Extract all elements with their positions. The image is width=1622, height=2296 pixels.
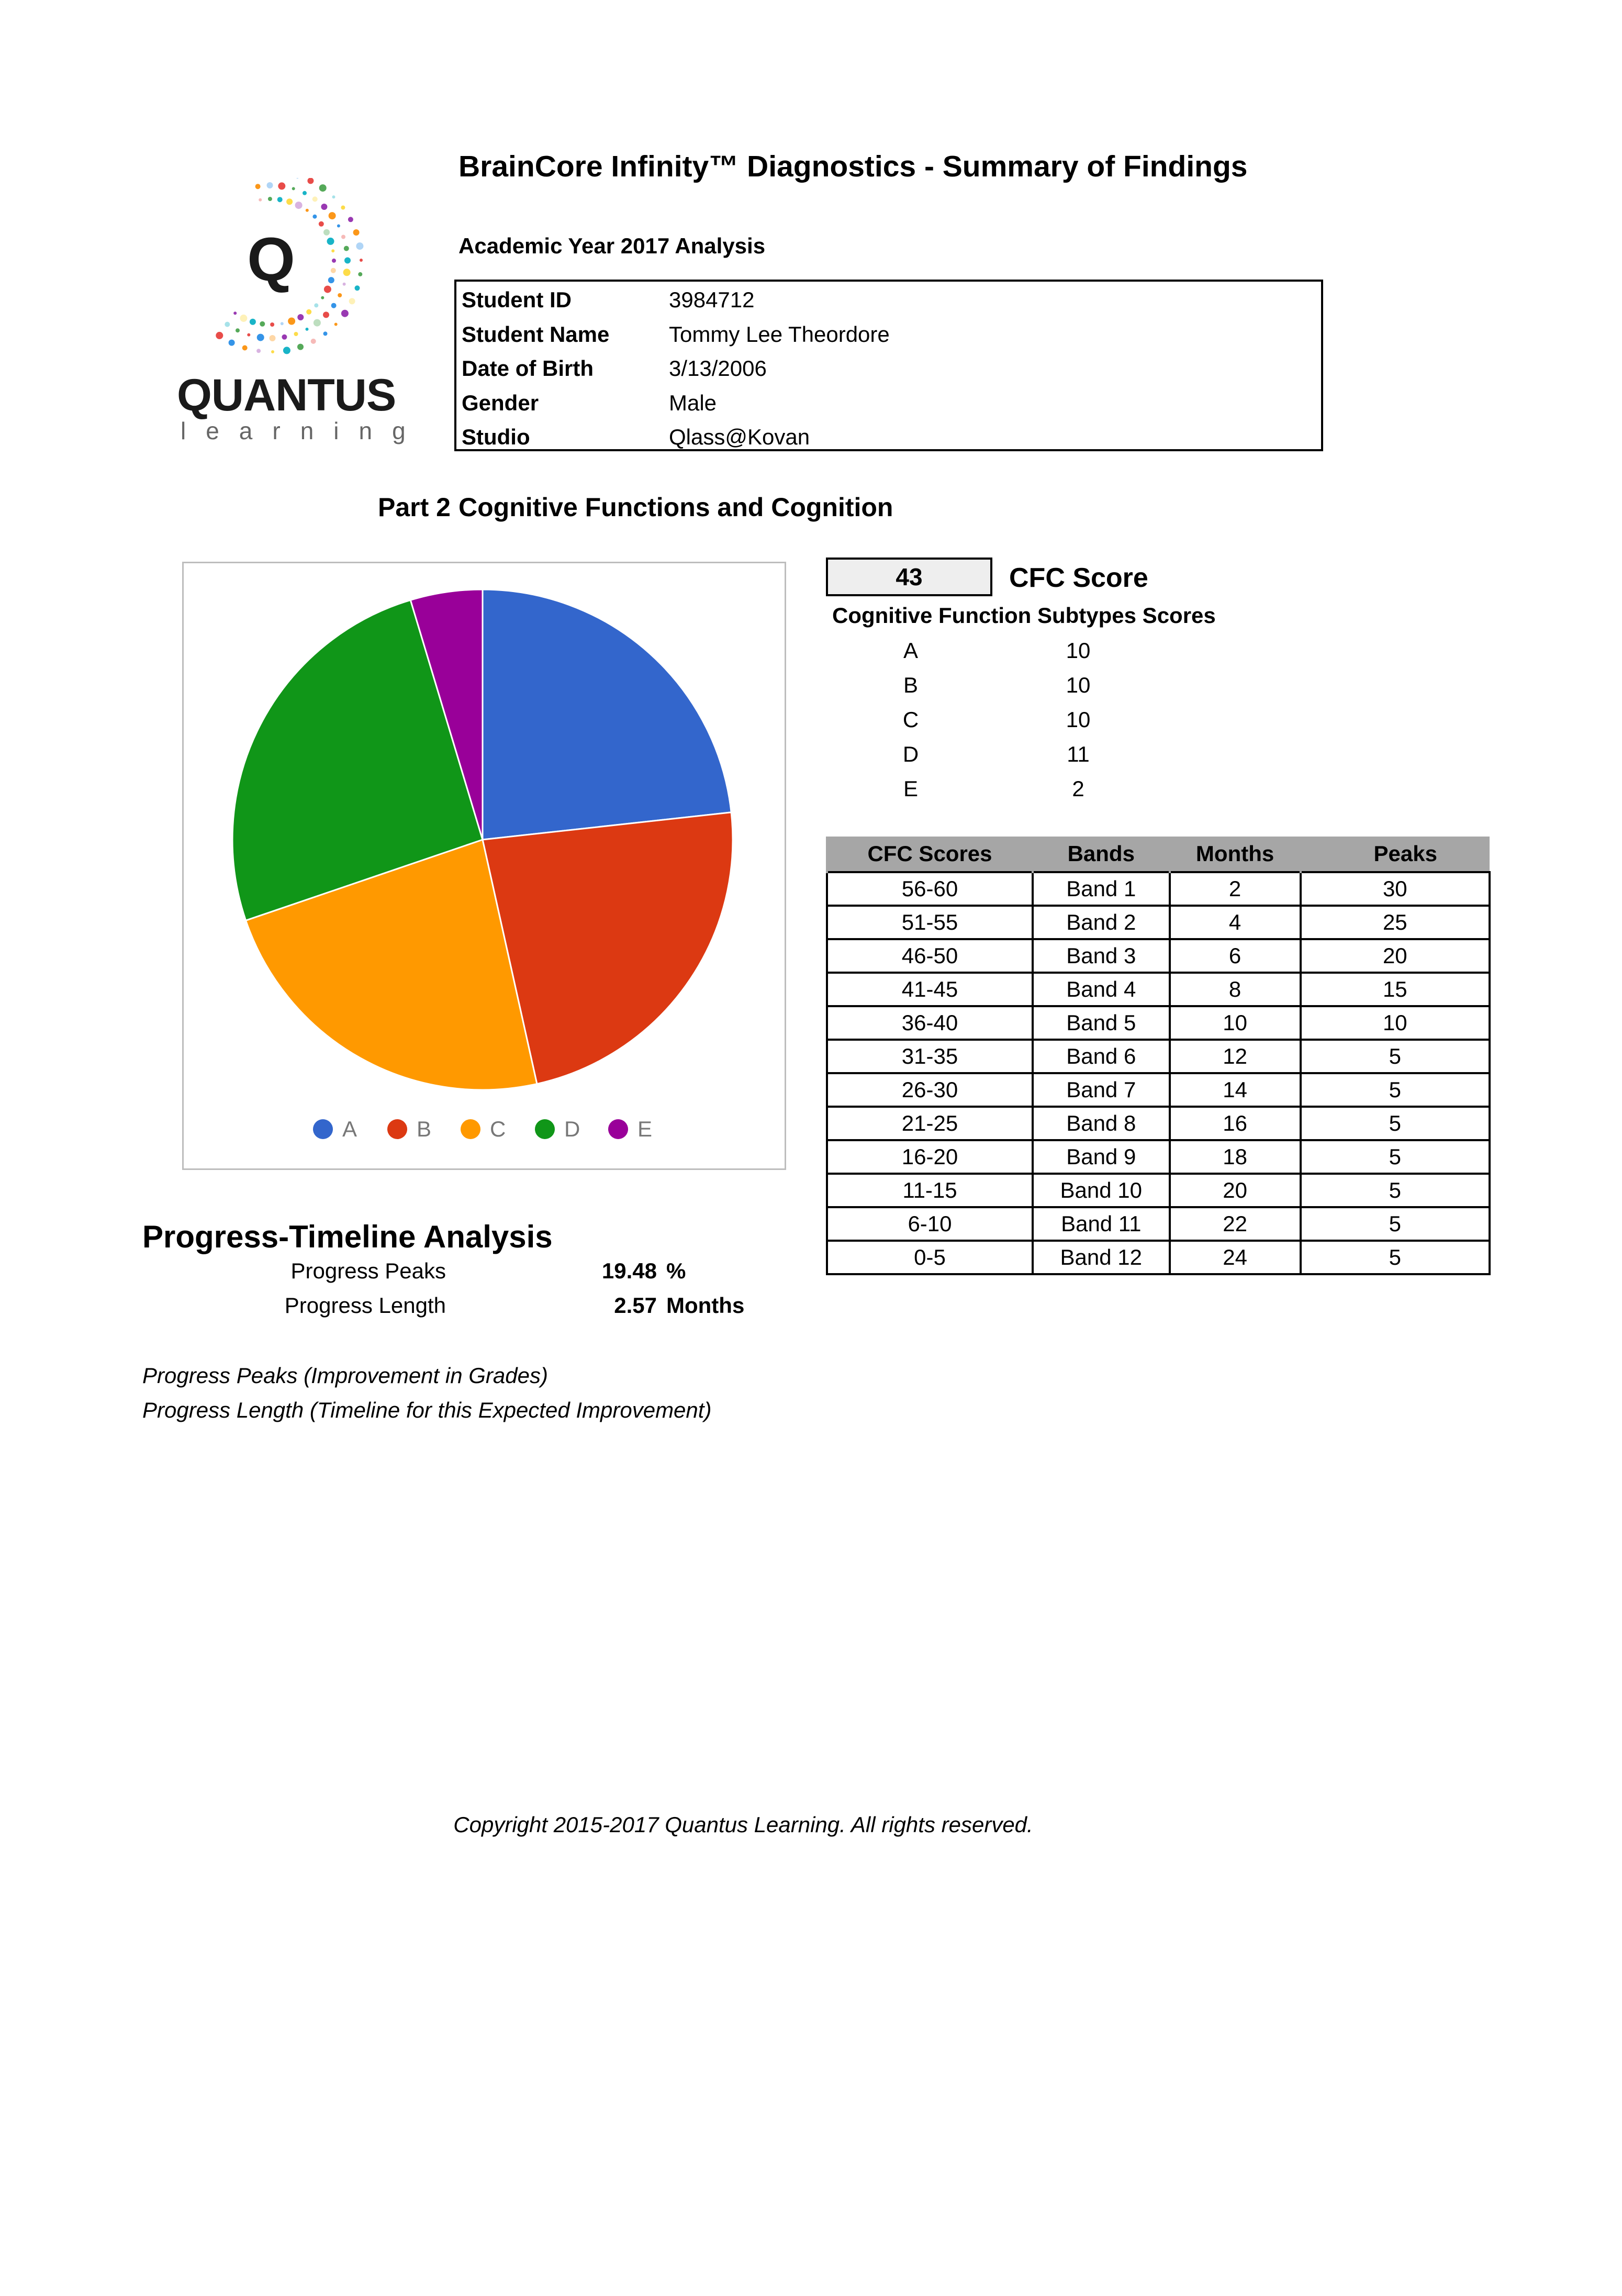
- legend-swatch: [313, 1119, 333, 1139]
- table-cell: Band 8: [1033, 1107, 1170, 1140]
- note-progress-length: Progress Length (Timeline for this Expected Improvement): [142, 1398, 712, 1422]
- table-cell: 5: [1301, 1207, 1490, 1241]
- info-value: Qlass@Kovan: [669, 425, 810, 449]
- subtype-score: 10: [1066, 707, 1091, 732]
- progress-peaks-value: 19.48: [601, 1258, 657, 1283]
- table-cell: 5: [1301, 1107, 1490, 1140]
- progress-peaks-unit: %: [666, 1258, 686, 1283]
- subtypes-title: Cognitive Function Subtypes Scores: [832, 603, 1216, 628]
- table-cell: 18: [1170, 1140, 1301, 1174]
- table-cell: 5: [1301, 1040, 1490, 1073]
- legend-swatch: [608, 1119, 628, 1139]
- table-cell: Band 11: [1033, 1207, 1170, 1241]
- info-value: Tommy Lee Theordore: [669, 322, 890, 347]
- legend-label: E: [637, 1117, 653, 1141]
- legend-label: B: [417, 1117, 432, 1141]
- table-cell: Band 12: [1033, 1241, 1170, 1274]
- table-row: [827, 1040, 1490, 1073]
- info-label: Student ID: [462, 287, 572, 312]
- table-row: [827, 1006, 1490, 1040]
- col-header-peaks: Peaks: [1301, 837, 1490, 872]
- info-label: Gender: [462, 391, 539, 415]
- table-row: [827, 973, 1490, 1006]
- progress-length-label: Progress Length: [284, 1293, 446, 1318]
- info-value: Male: [669, 391, 717, 415]
- table-cell: Band 5: [1033, 1006, 1170, 1040]
- col-header-cfc-scores: CFC Scores: [827, 837, 1033, 872]
- table-cell: Band 10: [1033, 1174, 1170, 1207]
- table-row: [827, 939, 1490, 973]
- info-value: 3/13/2006: [669, 356, 767, 381]
- col-header-bands: Bands: [1033, 837, 1170, 872]
- progress-title: Progress-Timeline Analysis: [142, 1219, 553, 1254]
- table-cell: 8: [1170, 973, 1301, 1006]
- table-cell: 5: [1301, 1073, 1490, 1107]
- legend-swatch: [535, 1119, 555, 1139]
- table-row: [827, 1073, 1490, 1107]
- table-cell: 30: [1301, 872, 1490, 906]
- legend-item-b: [387, 1113, 431, 1145]
- table-row: [827, 906, 1490, 939]
- table-cell: 24: [1170, 1241, 1301, 1274]
- legend-label: C: [490, 1117, 506, 1141]
- table-cell: 31-35: [827, 1040, 1033, 1073]
- table-cell: 56-60: [827, 872, 1033, 906]
- table-cell: 46-50: [827, 939, 1033, 973]
- logo-q-icon: Q: [247, 225, 295, 294]
- col-header-months: Months: [1170, 837, 1301, 872]
- page-title: BrainCore Infinity™ Diagnostics - Summary of Findings: [458, 150, 1248, 183]
- table-cell: 16-20: [827, 1140, 1033, 1174]
- table-cell: 22: [1170, 1207, 1301, 1241]
- table-cell: 14: [1170, 1073, 1301, 1107]
- table-cell: Band 6: [1033, 1040, 1170, 1073]
- note-progress-peaks: Progress Peaks (Improvement in Grades): [142, 1363, 548, 1388]
- table-cell: 5: [1301, 1174, 1490, 1207]
- legend-item-d: [535, 1113, 580, 1145]
- table-row: [827, 1140, 1490, 1174]
- table-cell: 26-30: [827, 1073, 1033, 1107]
- table-cell: 10: [1301, 1006, 1490, 1040]
- table-cell: 20: [1170, 1174, 1301, 1207]
- logo-subtext: learning: [181, 417, 426, 444]
- legend-label: D: [564, 1117, 580, 1141]
- table-cell: 36-40: [827, 1006, 1033, 1040]
- legend-item-c: [461, 1113, 506, 1145]
- table-cell: 25: [1301, 906, 1490, 939]
- progress-length-value: 2.57: [614, 1293, 657, 1318]
- legend-label: A: [342, 1117, 357, 1141]
- cfc-score-label: CFC Score: [1009, 563, 1148, 593]
- table-cell: 5: [1301, 1140, 1490, 1174]
- table-cell: Band 9: [1033, 1140, 1170, 1174]
- table-cell: 20: [1301, 939, 1490, 973]
- subtype-score: 10: [1066, 673, 1091, 697]
- subtype-letter: D: [902, 742, 919, 766]
- table-cell: 16: [1170, 1107, 1301, 1140]
- table-cell: Band 7: [1033, 1073, 1170, 1107]
- legend-swatch: [461, 1119, 480, 1139]
- table-cell: 0-5: [827, 1241, 1033, 1274]
- legend-item-a: [313, 1113, 357, 1145]
- table-cell: 4: [1170, 906, 1301, 939]
- table-cell: 11-15: [827, 1174, 1033, 1207]
- pie-slices: [232, 589, 733, 1090]
- table-row: [827, 1107, 1490, 1140]
- copyright: Copyright 2015-2017 Quantus Learning. All rights reserved.: [453, 1812, 1033, 1837]
- part-number: Part 2: [378, 493, 451, 522]
- info-label: Studio: [462, 425, 530, 449]
- table-cell: Band 2: [1033, 906, 1170, 939]
- table-cell: 51-55: [827, 906, 1033, 939]
- subtype-letter: E: [903, 776, 918, 801]
- logo-wordmark: QUANTUS: [177, 370, 396, 420]
- pie-slice-a: [483, 589, 731, 840]
- table-cell: 41-45: [827, 973, 1033, 1006]
- progress-peaks-label: Progress Peaks: [290, 1258, 446, 1283]
- table-cell: Band 3: [1033, 939, 1170, 973]
- info-value: 3984712: [669, 287, 755, 312]
- table-cell: 15: [1301, 973, 1490, 1006]
- info-label: Student Name: [462, 322, 610, 347]
- legend-swatch: [387, 1119, 407, 1139]
- bands-table-header: [827, 837, 1490, 872]
- part-title: Cognitive Functions and Cognition: [458, 493, 893, 522]
- subtype-letter: B: [903, 673, 918, 697]
- cfc-score-value: 43: [826, 558, 992, 596]
- table-cell: 12: [1170, 1040, 1301, 1073]
- table-row: [827, 872, 1490, 906]
- table-row: [827, 1207, 1490, 1241]
- bands-table: [826, 837, 1491, 1275]
- legend-item-e: [608, 1113, 652, 1145]
- table-cell: Band 1: [1033, 872, 1170, 906]
- progress-length-unit: Months: [666, 1293, 745, 1318]
- table-row: [827, 1241, 1490, 1274]
- table-cell: Band 4: [1033, 973, 1170, 1006]
- subtype-letter: A: [903, 638, 918, 663]
- subtype-score: 10: [1066, 638, 1091, 663]
- subtype-letter: C: [902, 707, 919, 732]
- table-cell: 5: [1301, 1241, 1490, 1274]
- table-row: [827, 1174, 1490, 1207]
- subtype-score: 11: [1067, 742, 1090, 766]
- table-cell: 6: [1170, 939, 1301, 973]
- table-cell: 10: [1170, 1006, 1301, 1040]
- info-label: Date of Birth: [462, 356, 594, 381]
- table-cell: 2: [1170, 872, 1301, 906]
- subtype-score: 2: [1072, 776, 1084, 801]
- table-cell: 21-25: [827, 1107, 1033, 1140]
- table-cell: 6-10: [827, 1207, 1033, 1241]
- page-subtitle: Academic Year 2017 Analysis: [458, 233, 766, 258]
